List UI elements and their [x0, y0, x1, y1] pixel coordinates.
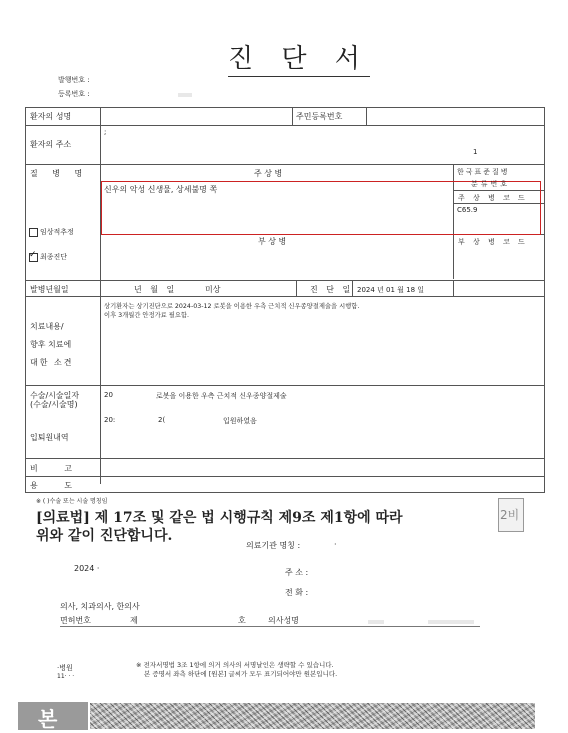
kcd-header: 한국표준질병: [457, 168, 510, 176]
clinical-estimate-label: 임상적추정: [40, 228, 74, 236]
surgery-label-2: (수술/시술명): [30, 400, 78, 409]
table-top-line: [25, 107, 545, 108]
registration-number-label: 등록번호 :: [58, 90, 90, 98]
surgery-date-value: 20: [104, 391, 113, 399]
treatment-line-2: 이후 3개월간 안정가료 필요함.: [104, 312, 190, 319]
e-signature-note-2: 본 증명서 좌측 하단에 [원본] 글씨가 모두 표기되어야만 원본입니다.: [144, 670, 338, 678]
institution-label: 의료기관 명칭 :: [246, 541, 301, 550]
admission-label: 입퇴원내역: [30, 433, 69, 442]
rrn-value-divider: [366, 107, 367, 125]
date-row-divider-3: [453, 280, 454, 296]
license-label: 면허번호: [60, 616, 91, 625]
patient-address-value: ;: [104, 128, 107, 136]
remarks-label: 비 고: [30, 464, 72, 473]
patient-name-label: 환자의 성명: [30, 112, 72, 121]
redaction-mark: [368, 620, 384, 624]
onset-date-label: 발병년월일: [30, 285, 69, 294]
final-diagnosis-checkbox[interactable]: [29, 253, 38, 262]
surgery-name-value: 로봇을 이용한 우측 근치적 신우종양절제술: [156, 392, 287, 400]
original-stamp-text: 본: [38, 707, 58, 731]
doctor-name-label: 의사성명: [268, 616, 299, 625]
main-diagnosis-value: 신우의 악성 신생물, 상세불명 쪽: [104, 185, 218, 194]
hospital-sub-partial: 11· · ·: [57, 673, 75, 680]
treatment-label-3: 대한 소견: [30, 358, 74, 367]
onset-status: 미상: [205, 285, 221, 294]
admission-status: 입원하였음: [223, 417, 257, 425]
institution-value: ·: [334, 540, 337, 549]
surgery-label-1: 수술/시술일자: [30, 391, 80, 400]
surgery-note: ※ ( )수술 또는 시술 명칭임: [36, 498, 108, 505]
issue-number-label: 발행번호 :: [58, 76, 90, 84]
redaction-mark: [428, 620, 474, 624]
security-pattern-bar: [90, 703, 535, 729]
row-line: [25, 164, 545, 165]
statement-line-1: [의료법] 제 17조 및 같은 법 시행규칙 제9조 제1항에 따라: [36, 510, 403, 526]
phone-label: 전 화 :: [285, 588, 309, 597]
diagnosis-date-label: 진 단 일: [310, 285, 351, 294]
patient-address-extra: 1: [473, 148, 478, 156]
row-line: [25, 458, 545, 459]
issue-date: 2024 ·: [74, 564, 100, 573]
address-label: 주 소 :: [285, 568, 309, 577]
admission-from: 20:: [104, 416, 116, 424]
table-bottom-line: [25, 492, 545, 493]
usage-label: 용 도: [30, 481, 72, 490]
treatment-label-2: 향후 치료에: [30, 340, 72, 349]
license-je: 제: [130, 616, 138, 625]
doctor-types: 의사, 치과의사, 한의사: [60, 602, 140, 611]
row-line: [25, 476, 545, 477]
date-row-divider-2: [352, 280, 353, 296]
final-diagnosis-label: 최종진단: [40, 253, 68, 261]
main-code-header: 주 상 병 코 드: [458, 194, 528, 202]
main-code-value: C65.9: [457, 206, 478, 214]
row-line: [25, 125, 545, 126]
treatment-label-1: 치료내용/: [30, 322, 64, 331]
license-ho: 호: [238, 616, 246, 625]
patient-address-label: 환자의 주소: [30, 140, 72, 149]
side-mark-text: 2비: [500, 508, 520, 522]
signature-line: [60, 626, 480, 627]
main-diagnosis-header: 주 상 병: [254, 169, 283, 178]
e-signature-note-1: ※ 전자서명법 3조 1항에 의거 의사의 서명날인은 생략할 수 있습니다.: [136, 661, 334, 669]
date-row-divider: [296, 280, 297, 296]
hospital-name-partial: ·병원: [57, 664, 73, 672]
diagnosis-date-value: 2024 년 01 월 18 일: [357, 286, 425, 294]
row-line: [25, 385, 545, 386]
row-line: [25, 296, 545, 297]
disease-label: 질 병 명: [30, 169, 89, 178]
onset-date-value: 년 월 일: [134, 285, 175, 294]
clinical-estimate-checkbox[interactable]: [29, 228, 38, 237]
document-title: 진 단 서: [228, 38, 370, 77]
rrn-label: 주민등록번호: [296, 112, 343, 121]
treatment-line-1: 상기환자는 상기진단으로 2024-03-12 로봇을 이용한 우측 근치적 신우종양절제술을 시행함.: [104, 303, 360, 310]
admission-to: 2(: [158, 416, 166, 424]
sub-code-header: 부 상 병 코 드: [458, 238, 528, 246]
redaction-mark: [178, 93, 192, 97]
kcd-header-2: 분류번호: [471, 180, 511, 188]
name-rrn-divider: [292, 107, 293, 125]
statement-line-2: 위와 같이 진단합니다.: [36, 528, 173, 544]
row-line: [25, 280, 545, 281]
sub-diagnosis-header: 부 상 병: [258, 237, 287, 246]
